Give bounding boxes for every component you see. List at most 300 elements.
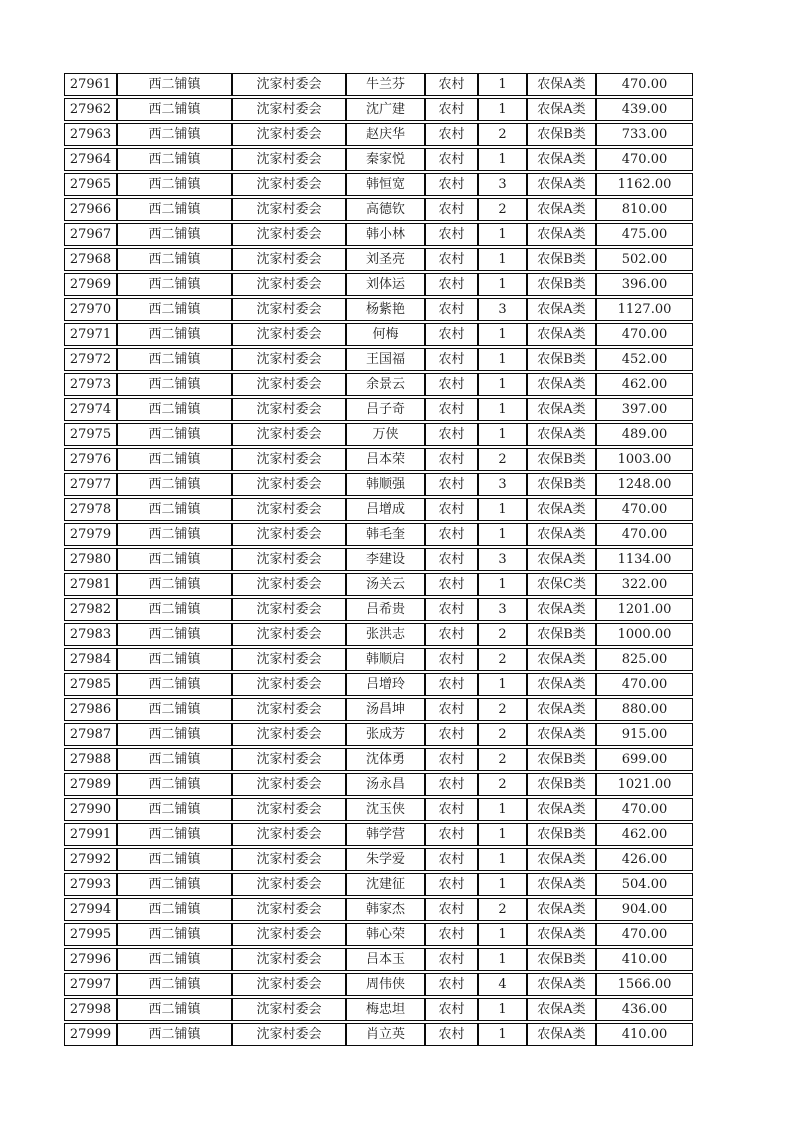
cell-person_count: 1 <box>478 398 527 421</box>
table-row <box>64 323 693 346</box>
cell-person_count: 2 <box>478 198 527 221</box>
cell-amount: 470.00 <box>596 923 693 946</box>
cell-town: 西二铺镇 <box>117 248 232 271</box>
cell-town: 西二铺镇 <box>117 723 232 746</box>
table-row <box>64 448 693 471</box>
cell-household_type: 农村 <box>425 498 478 521</box>
cell-village: 沈家村委会 <box>232 73 346 96</box>
cell-town: 西二铺镇 <box>117 273 232 296</box>
cell-household_type: 农村 <box>425 648 478 671</box>
cell-record_no: 27972 <box>64 348 117 371</box>
cell-amount: 1000.00 <box>596 623 693 646</box>
cell-insurance_category: 农保B类 <box>527 748 596 771</box>
cell-person_count: 3 <box>478 473 527 496</box>
cell-village: 沈家村委会 <box>232 898 346 921</box>
cell-household_type: 农村 <box>425 773 478 796</box>
cell-amount: 470.00 <box>596 673 693 696</box>
cell-name: 韩小林 <box>346 223 425 246</box>
cell-record_no: 27969 <box>64 273 117 296</box>
cell-insurance_category: 农保C类 <box>527 573 596 596</box>
cell-village: 沈家村委会 <box>232 873 346 896</box>
cell-name: 王国福 <box>346 348 425 371</box>
cell-town: 西二铺镇 <box>117 373 232 396</box>
cell-name: 吕本玉 <box>346 948 425 971</box>
cell-insurance_category: 农保A类 <box>527 998 596 1021</box>
cell-village: 沈家村委会 <box>232 498 346 521</box>
cell-town: 西二铺镇 <box>117 798 232 821</box>
cell-household_type: 农村 <box>425 798 478 821</box>
cell-amount: 1003.00 <box>596 448 693 471</box>
cell-name: 万侠 <box>346 423 425 446</box>
cell-person_count: 2 <box>478 773 527 796</box>
cell-village: 沈家村委会 <box>232 748 346 771</box>
cell-insurance_category: 农保A类 <box>527 148 596 171</box>
cell-village: 沈家村委会 <box>232 523 346 546</box>
cell-amount: 452.00 <box>596 348 693 371</box>
cell-name: 杨紫艳 <box>346 298 425 321</box>
cell-name: 韩恒宽 <box>346 173 425 196</box>
cell-town: 西二铺镇 <box>117 148 232 171</box>
cell-name: 沈体勇 <box>346 748 425 771</box>
table-row <box>64 648 693 671</box>
cell-amount: 322.00 <box>596 573 693 596</box>
cell-household_type: 农村 <box>425 823 478 846</box>
table-row <box>64 148 693 171</box>
cell-amount: 880.00 <box>596 698 693 721</box>
cell-village: 沈家村委会 <box>232 473 346 496</box>
cell-record_no: 27978 <box>64 498 117 521</box>
cell-name: 刘圣亮 <box>346 248 425 271</box>
cell-person_count: 1 <box>478 798 527 821</box>
table-row <box>64 698 693 721</box>
cell-name: 吕子奇 <box>346 398 425 421</box>
cell-record_no: 27962 <box>64 98 117 121</box>
cell-amount: 810.00 <box>596 198 693 221</box>
cell-household_type: 农村 <box>425 873 478 896</box>
cell-amount: 825.00 <box>596 648 693 671</box>
cell-town: 西二铺镇 <box>117 998 232 1021</box>
cell-village: 沈家村委会 <box>232 148 346 171</box>
cell-person_count: 1 <box>478 373 527 396</box>
cell-name: 吕增成 <box>346 498 425 521</box>
cell-record_no: 27975 <box>64 423 117 446</box>
cell-town: 西二铺镇 <box>117 773 232 796</box>
cell-household_type: 农村 <box>425 373 478 396</box>
cell-person_count: 1 <box>478 73 527 96</box>
cell-person_count: 2 <box>478 898 527 921</box>
cell-amount: 439.00 <box>596 98 693 121</box>
table-row <box>64 523 693 546</box>
cell-household_type: 农村 <box>425 848 478 871</box>
cell-household_type: 农村 <box>425 148 478 171</box>
cell-household_type: 农村 <box>425 548 478 571</box>
cell-record_no: 27983 <box>64 623 117 646</box>
cell-village: 沈家村委会 <box>232 573 346 596</box>
cell-person_count: 3 <box>478 548 527 571</box>
table-body <box>64 73 693 1046</box>
cell-household_type: 农村 <box>425 423 478 446</box>
cell-household_type: 农村 <box>425 673 478 696</box>
cell-town: 西二铺镇 <box>117 1023 232 1046</box>
cell-village: 沈家村委会 <box>232 223 346 246</box>
cell-name: 牛兰芬 <box>346 73 425 96</box>
cell-town: 西二铺镇 <box>117 223 232 246</box>
cell-amount: 410.00 <box>596 1023 693 1046</box>
cell-person_count: 2 <box>478 698 527 721</box>
cell-amount: 502.00 <box>596 248 693 271</box>
table-row <box>64 198 693 221</box>
cell-town: 西二铺镇 <box>117 398 232 421</box>
cell-person_count: 1 <box>478 423 527 446</box>
cell-person_count: 2 <box>478 748 527 771</box>
cell-insurance_category: 农保A类 <box>527 523 596 546</box>
cell-amount: 1248.00 <box>596 473 693 496</box>
cell-name: 韩家杰 <box>346 898 425 921</box>
cell-household_type: 农村 <box>425 573 478 596</box>
cell-household_type: 农村 <box>425 173 478 196</box>
cell-town: 西二铺镇 <box>117 523 232 546</box>
cell-record_no: 27979 <box>64 523 117 546</box>
cell-village: 沈家村委会 <box>232 773 346 796</box>
cell-name: 吕希贵 <box>346 598 425 621</box>
table-row <box>64 573 693 596</box>
cell-record_no: 27971 <box>64 323 117 346</box>
cell-household_type: 农村 <box>425 73 478 96</box>
cell-household_type: 农村 <box>425 698 478 721</box>
cell-insurance_category: 农保A类 <box>527 373 596 396</box>
table-row <box>64 723 693 746</box>
cell-household_type: 农村 <box>425 723 478 746</box>
cell-person_count: 2 <box>478 123 527 146</box>
cell-town: 西二铺镇 <box>117 573 232 596</box>
table-row <box>64 298 693 321</box>
cell-village: 沈家村委会 <box>232 823 346 846</box>
table-row <box>64 823 693 846</box>
cell-insurance_category: 农保A类 <box>527 398 596 421</box>
cell-village: 沈家村委会 <box>232 948 346 971</box>
cell-name: 刘体运 <box>346 273 425 296</box>
cell-household_type: 农村 <box>425 948 478 971</box>
cell-record_no: 27985 <box>64 673 117 696</box>
cell-insurance_category: 农保A类 <box>527 848 596 871</box>
cell-village: 沈家村委会 <box>232 298 346 321</box>
cell-record_no: 27989 <box>64 773 117 796</box>
cell-person_count: 1 <box>478 873 527 896</box>
cell-town: 西二铺镇 <box>117 948 232 971</box>
cell-insurance_category: 农保B类 <box>527 948 596 971</box>
cell-household_type: 农村 <box>425 748 478 771</box>
cell-village: 沈家村委会 <box>232 698 346 721</box>
cell-insurance_category: 农保A类 <box>527 423 596 446</box>
table-row <box>64 998 693 1021</box>
cell-person_count: 1 <box>478 823 527 846</box>
cell-village: 沈家村委会 <box>232 798 346 821</box>
cell-record_no: 27976 <box>64 448 117 471</box>
cell-village: 沈家村委会 <box>232 273 346 296</box>
cell-name: 李建设 <box>346 548 425 571</box>
cell-record_no: 27974 <box>64 398 117 421</box>
cell-insurance_category: 农保A类 <box>527 798 596 821</box>
table-row <box>64 673 693 696</box>
cell-insurance_category: 农保A类 <box>527 723 596 746</box>
cell-amount: 1201.00 <box>596 598 693 621</box>
cell-person_count: 2 <box>478 648 527 671</box>
cell-household_type: 农村 <box>425 448 478 471</box>
table-row <box>64 223 693 246</box>
cell-person_count: 1 <box>478 573 527 596</box>
cell-amount: 470.00 <box>596 73 693 96</box>
cell-person_count: 1 <box>478 273 527 296</box>
cell-amount: 733.00 <box>596 123 693 146</box>
table-row <box>64 548 693 571</box>
table-row <box>64 898 693 921</box>
cell-person_count: 1 <box>478 498 527 521</box>
table-row <box>64 773 693 796</box>
cell-town: 西二铺镇 <box>117 498 232 521</box>
cell-village: 沈家村委会 <box>232 923 346 946</box>
table-row <box>64 123 693 146</box>
cell-record_no: 27987 <box>64 723 117 746</box>
cell-insurance_category: 农保A类 <box>527 648 596 671</box>
cell-village: 沈家村委会 <box>232 723 346 746</box>
cell-amount: 470.00 <box>596 798 693 821</box>
cell-record_no: 27992 <box>64 848 117 871</box>
cell-record_no: 27996 <box>64 948 117 971</box>
cell-town: 西二铺镇 <box>117 173 232 196</box>
cell-town: 西二铺镇 <box>117 323 232 346</box>
cell-village: 沈家村委会 <box>232 848 346 871</box>
cell-household_type: 农村 <box>425 223 478 246</box>
cell-amount: 397.00 <box>596 398 693 421</box>
table-row <box>64 973 693 996</box>
cell-village: 沈家村委会 <box>232 123 346 146</box>
cell-amount: 470.00 <box>596 523 693 546</box>
cell-amount: 1566.00 <box>596 973 693 996</box>
cell-town: 西二铺镇 <box>117 748 232 771</box>
cell-name: 肖立英 <box>346 1023 425 1046</box>
cell-village: 沈家村委会 <box>232 998 346 1021</box>
cell-town: 西二铺镇 <box>117 73 232 96</box>
table-row <box>64 248 693 271</box>
cell-person_count: 1 <box>478 848 527 871</box>
cell-household_type: 农村 <box>425 248 478 271</box>
cell-amount: 396.00 <box>596 273 693 296</box>
cell-person_count: 1 <box>478 148 527 171</box>
cell-household_type: 农村 <box>425 598 478 621</box>
cell-town: 西二铺镇 <box>117 423 232 446</box>
table-row <box>64 173 693 196</box>
cell-household_type: 农村 <box>425 123 478 146</box>
cell-name: 汤永昌 <box>346 773 425 796</box>
table-row <box>64 498 693 521</box>
cell-town: 西二铺镇 <box>117 848 232 871</box>
cell-name: 吕增玲 <box>346 673 425 696</box>
cell-amount: 1021.00 <box>596 773 693 796</box>
cell-household_type: 农村 <box>425 923 478 946</box>
cell-insurance_category: 农保A类 <box>527 548 596 571</box>
cell-person_count: 1 <box>478 323 527 346</box>
cell-name: 张成芳 <box>346 723 425 746</box>
cell-town: 西二铺镇 <box>117 873 232 896</box>
cell-record_no: 27990 <box>64 798 117 821</box>
cell-amount: 475.00 <box>596 223 693 246</box>
cell-name: 何梅 <box>346 323 425 346</box>
table-row <box>64 948 693 971</box>
cell-household_type: 农村 <box>425 198 478 221</box>
cell-record_no: 27999 <box>64 1023 117 1046</box>
cell-town: 西二铺镇 <box>117 598 232 621</box>
cell-insurance_category: 农保B类 <box>527 448 596 471</box>
cell-person_count: 1 <box>478 523 527 546</box>
cell-amount: 904.00 <box>596 898 693 921</box>
cell-name: 秦家悦 <box>346 148 425 171</box>
cell-household_type: 农村 <box>425 973 478 996</box>
cell-amount: 1134.00 <box>596 548 693 571</box>
cell-town: 西二铺镇 <box>117 923 232 946</box>
cell-household_type: 农村 <box>425 998 478 1021</box>
cell-person_count: 2 <box>478 448 527 471</box>
cell-record_no: 27970 <box>64 298 117 321</box>
cell-village: 沈家村委会 <box>232 973 346 996</box>
table-row <box>64 748 693 771</box>
cell-amount: 462.00 <box>596 373 693 396</box>
cell-insurance_category: 农保A类 <box>527 1023 596 1046</box>
cell-town: 西二铺镇 <box>117 898 232 921</box>
table-row <box>64 373 693 396</box>
cell-person_count: 2 <box>478 723 527 746</box>
cell-amount: 470.00 <box>596 323 693 346</box>
cell-village: 沈家村委会 <box>232 198 346 221</box>
cell-record_no: 27988 <box>64 748 117 771</box>
cell-insurance_category: 农保A类 <box>527 298 596 321</box>
cell-household_type: 农村 <box>425 98 478 121</box>
cell-name: 韩顺启 <box>346 648 425 671</box>
cell-insurance_category: 农保B类 <box>527 123 596 146</box>
cell-insurance_category: 农保B类 <box>527 823 596 846</box>
cell-person_count: 1 <box>478 98 527 121</box>
cell-amount: 426.00 <box>596 848 693 871</box>
cell-name: 韩学营 <box>346 823 425 846</box>
cell-village: 沈家村委会 <box>232 598 346 621</box>
cell-insurance_category: 农保B类 <box>527 623 596 646</box>
cell-name: 张洪志 <box>346 623 425 646</box>
table-row <box>64 273 693 296</box>
cell-person_count: 1 <box>478 998 527 1021</box>
cell-person_count: 1 <box>478 1023 527 1046</box>
cell-record_no: 27965 <box>64 173 117 196</box>
cell-person_count: 1 <box>478 673 527 696</box>
cell-record_no: 27998 <box>64 998 117 1021</box>
cell-name: 沈广建 <box>346 98 425 121</box>
cell-amount: 470.00 <box>596 148 693 171</box>
cell-household_type: 农村 <box>425 523 478 546</box>
cell-insurance_category: 农保A类 <box>527 173 596 196</box>
cell-town: 西二铺镇 <box>117 648 232 671</box>
table-row <box>64 398 693 421</box>
cell-insurance_category: 农保B类 <box>527 773 596 796</box>
cell-village: 沈家村委会 <box>232 348 346 371</box>
cell-town: 西二铺镇 <box>117 673 232 696</box>
cell-insurance_category: 农保A类 <box>527 873 596 896</box>
cell-town: 西二铺镇 <box>117 698 232 721</box>
cell-household_type: 农村 <box>425 273 478 296</box>
cell-insurance_category: 农保A类 <box>527 673 596 696</box>
cell-record_no: 27984 <box>64 648 117 671</box>
cell-name: 韩毛奎 <box>346 523 425 546</box>
cell-name: 吕本荣 <box>346 448 425 471</box>
cell-village: 沈家村委会 <box>232 548 346 571</box>
cell-village: 沈家村委会 <box>232 323 346 346</box>
cell-insurance_category: 农保A类 <box>527 73 596 96</box>
cell-insurance_category: 农保A类 <box>527 898 596 921</box>
cell-record_no: 27986 <box>64 698 117 721</box>
cell-village: 沈家村委会 <box>232 448 346 471</box>
cell-village: 沈家村委会 <box>232 1023 346 1046</box>
cell-record_no: 27977 <box>64 473 117 496</box>
table-row <box>64 98 693 121</box>
table-row <box>64 73 693 96</box>
cell-record_no: 27982 <box>64 598 117 621</box>
cell-record_no: 27997 <box>64 973 117 996</box>
cell-amount: 1127.00 <box>596 298 693 321</box>
cell-record_no: 27993 <box>64 873 117 896</box>
cell-insurance_category: 农保A类 <box>527 598 596 621</box>
cell-household_type: 农村 <box>425 398 478 421</box>
table-row <box>64 423 693 446</box>
pension-payment-table <box>64 71 693 1048</box>
cell-name: 朱学爱 <box>346 848 425 871</box>
cell-insurance_category: 农保A类 <box>527 198 596 221</box>
table-row <box>64 923 693 946</box>
cell-record_no: 27961 <box>64 73 117 96</box>
cell-record_no: 27967 <box>64 223 117 246</box>
cell-household_type: 农村 <box>425 323 478 346</box>
cell-insurance_category: 农保A类 <box>527 323 596 346</box>
cell-household_type: 农村 <box>425 898 478 921</box>
table-row <box>64 1023 693 1046</box>
table-row <box>64 623 693 646</box>
table-row <box>64 473 693 496</box>
cell-record_no: 27991 <box>64 823 117 846</box>
cell-town: 西二铺镇 <box>117 473 232 496</box>
cell-insurance_category: 农保B类 <box>527 248 596 271</box>
cell-household_type: 农村 <box>425 473 478 496</box>
cell-amount: 489.00 <box>596 423 693 446</box>
cell-village: 沈家村委会 <box>232 98 346 121</box>
cell-household_type: 农村 <box>425 623 478 646</box>
cell-insurance_category: 农保A类 <box>527 923 596 946</box>
cell-village: 沈家村委会 <box>232 248 346 271</box>
cell-village: 沈家村委会 <box>232 423 346 446</box>
cell-town: 西二铺镇 <box>117 973 232 996</box>
cell-village: 沈家村委会 <box>232 623 346 646</box>
cell-insurance_category: 农保A类 <box>527 98 596 121</box>
cell-village: 沈家村委会 <box>232 173 346 196</box>
cell-name: 韩顺强 <box>346 473 425 496</box>
table-row <box>64 348 693 371</box>
cell-record_no: 27995 <box>64 923 117 946</box>
cell-amount: 462.00 <box>596 823 693 846</box>
cell-village: 沈家村委会 <box>232 398 346 421</box>
cell-person_count: 1 <box>478 923 527 946</box>
cell-amount: 436.00 <box>596 998 693 1021</box>
cell-town: 西二铺镇 <box>117 348 232 371</box>
table-row <box>64 798 693 821</box>
cell-village: 沈家村委会 <box>232 648 346 671</box>
table-row <box>64 598 693 621</box>
cell-insurance_category: 农保B类 <box>527 473 596 496</box>
cell-amount: 699.00 <box>596 748 693 771</box>
